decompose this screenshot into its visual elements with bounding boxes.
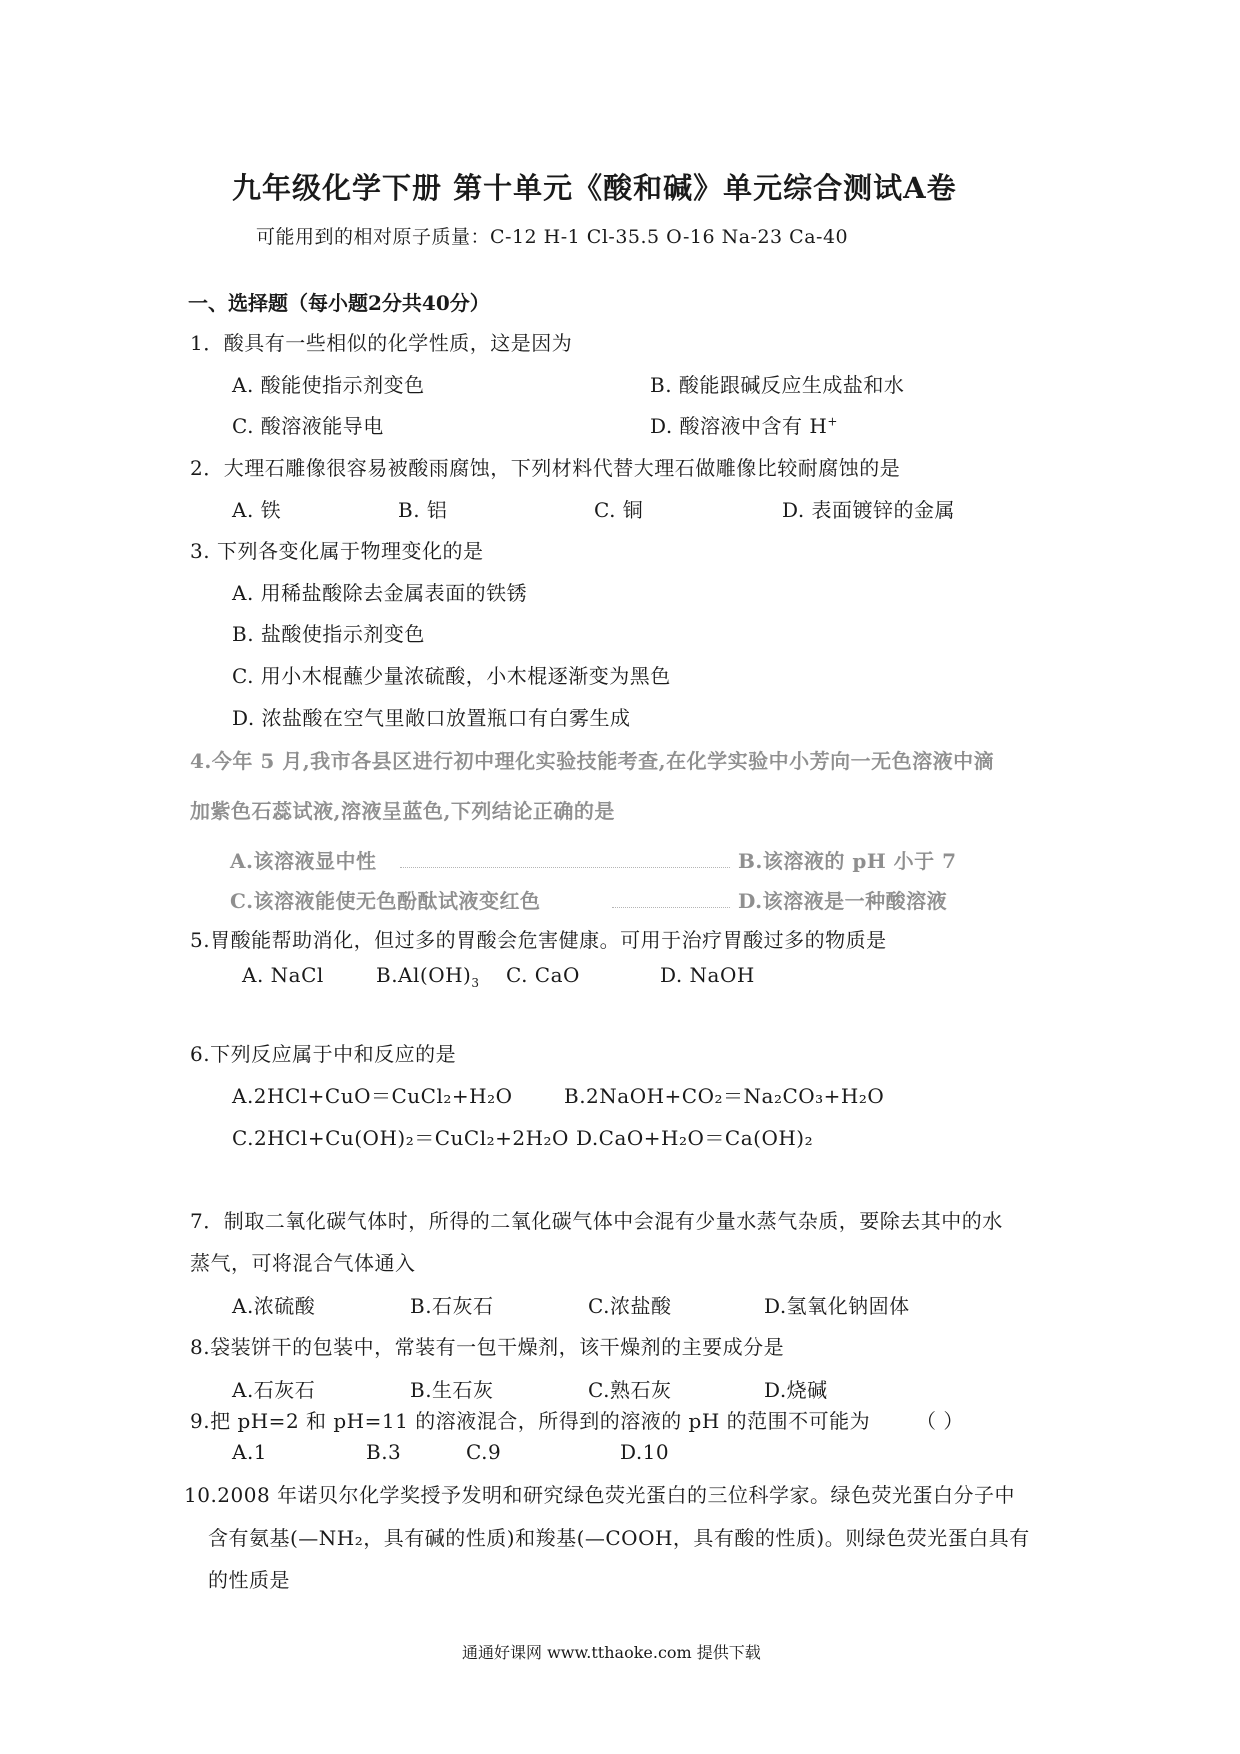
question-6-option-d: D.CaO+H₂O＝Ca(OH)₂ — [576, 1126, 814, 1150]
question-6-option-a: A.2HCl+CuO＝CuCl₂+H₂O — [232, 1084, 513, 1108]
document-title: 九年级化学下册 第十单元《酸和碱》单元综合测试A卷 — [232, 171, 957, 205]
question-10-stem-line-3: 的性质是 — [208, 1568, 290, 1592]
question-7-option-a: A.浓硫酸 — [232, 1294, 316, 1318]
question-5-option-a: A. NaCl — [242, 963, 324, 987]
question-6-option-c: C.2HCl+Cu(OH)₂＝CuCl₂+2H₂O — [232, 1126, 569, 1150]
question-1-option-c: C. 酸溶液能导电 — [232, 414, 384, 438]
question-4-option-c: C.该溶液能使无色酚酞试液变红色 — [230, 889, 541, 913]
question-7-option-c: C.浓盐酸 — [588, 1294, 672, 1318]
question-2-option-c: C. 铜 — [594, 498, 644, 522]
question-9-option-a: A.1 — [232, 1440, 268, 1464]
question-9-stem: 9.把 pH=2 和 pH=11 的溶液混合，所得到的溶液的 pH 的范围不可能为 — [190, 1409, 871, 1433]
question-10-stem-line-1: 10.2008 年诺贝尔化学奖授予发明和研究绿色荧光蛋白的三位科学家。绿色荧光蛋白分子中 — [184, 1483, 1016, 1507]
section-heading: 一、选择题（每小题2分共40分） — [188, 291, 490, 315]
question-7-stem-line-1: 7．制取二氧化碳气体时，所得的二氧化碳气体中会混有少量水蒸气杂质，要除去其中的水 — [190, 1209, 1003, 1233]
answer-parentheses: （ ） — [916, 1409, 964, 1433]
question-1-option-d: D. 酸溶液中含有 H+ — [650, 414, 838, 438]
question-9-option-c: C.9 — [466, 1440, 502, 1464]
question-4-stem-line-2: 加紫色石蕊试液,溶液呈蓝色,下列结论正确的是 — [190, 799, 615, 823]
question-1-option-b: B. 酸能跟碱反应生成盐和水 — [650, 373, 905, 397]
question-9-option-b: B.3 — [366, 1440, 402, 1464]
question-4-stem-line-1: 4.今年 5 月,我市各县区进行初中理化实验技能考查,在化学实验中小芳向一无色溶液中滴 — [190, 749, 995, 773]
leader-dots — [400, 867, 730, 868]
question-4-option-a: A.该溶液显中性 — [230, 849, 377, 873]
question-2-option-b: B. 铝 — [398, 498, 448, 522]
question-3-option-d: D. 浓盐酸在空气里敞口放置瓶口有白雾生成 — [232, 706, 631, 730]
question-8-option-c: C.熟石灰 — [588, 1378, 672, 1402]
question-2-stem: 2．大理石雕像很容易被酸雨腐蚀，下列材料代替大理石做雕像比较耐腐蚀的是 — [190, 456, 901, 480]
question-6-option-b: B.2NaOH+CO₂＝Na₂CO₃+H₂O — [564, 1084, 885, 1108]
question-8-stem: 8.袋装饼干的包装中，常装有一包干燥剂，该干燥剂的主要成分是 — [190, 1335, 785, 1359]
question-7-stem-line-2: 蒸气，可将混合气体通入 — [190, 1251, 416, 1275]
leader-dots — [612, 907, 730, 908]
question-5-stem: 5.胃酸能帮助消化，但过多的胃酸会危害健康。可用于治疗胃酸过多的物质是 — [190, 928, 887, 952]
question-7-option-d: D.氢氧化钠固体 — [764, 1294, 910, 1318]
question-1-stem: 1．酸具有一些相似的化学性质，这是因为 — [190, 331, 573, 355]
question-6-stem: 6.下列反应属于中和反应的是 — [190, 1042, 457, 1066]
question-4-option-d: D.该溶液是一种酸溶液 — [738, 889, 948, 913]
question-1-option-a: A. 酸能使指示剂变色 — [232, 373, 425, 397]
footer-credit: 通通好课网 www.tthaoke.com 提供下载 — [462, 1643, 761, 1662]
question-2-option-a: A. 铁 — [232, 498, 282, 522]
question-3-option-b: B. 盐酸使指示剂变色 — [232, 622, 425, 646]
question-3-option-c: C. 用小木棍蘸少量浓硫酸，小木棍逐渐变为黑色 — [232, 664, 671, 688]
question-2-option-d: D. 表面镀锌的金属 — [782, 498, 956, 522]
atomic-mass-line: 可能用到的相对原子质量：C-12 H-1 Cl-35.5 O-16 Na-23 Ca-40 — [256, 226, 849, 248]
question-4-option-b: B.该溶液的 pH 小于 7 — [738, 849, 957, 873]
question-9-option-d: D.10 — [620, 1440, 670, 1464]
question-8-option-d: D.烧碱 — [764, 1378, 828, 1402]
question-7-option-b: B.石灰石 — [410, 1294, 494, 1318]
question-3-stem: 3. 下列各变化属于物理变化的是 — [190, 539, 484, 563]
question-8-option-a: A.石灰石 — [232, 1378, 316, 1402]
question-5-option-c: C. CaO — [506, 963, 580, 987]
question-3-option-a: A. 用稀盐酸除去金属表面的铁锈 — [232, 581, 528, 605]
question-8-option-b: B.生石灰 — [410, 1378, 494, 1402]
question-5-option-d: D. NaOH — [660, 963, 755, 987]
question-5-option-b: $B.Al(OH)_3$ — [376, 963, 480, 990]
question-10-stem-line-2: 含有氨基(—NH₂，具有碱的性质)和羧基(—COOH，具有酸的性质)。则绿色荧光蛋白具有 — [208, 1526, 1030, 1550]
